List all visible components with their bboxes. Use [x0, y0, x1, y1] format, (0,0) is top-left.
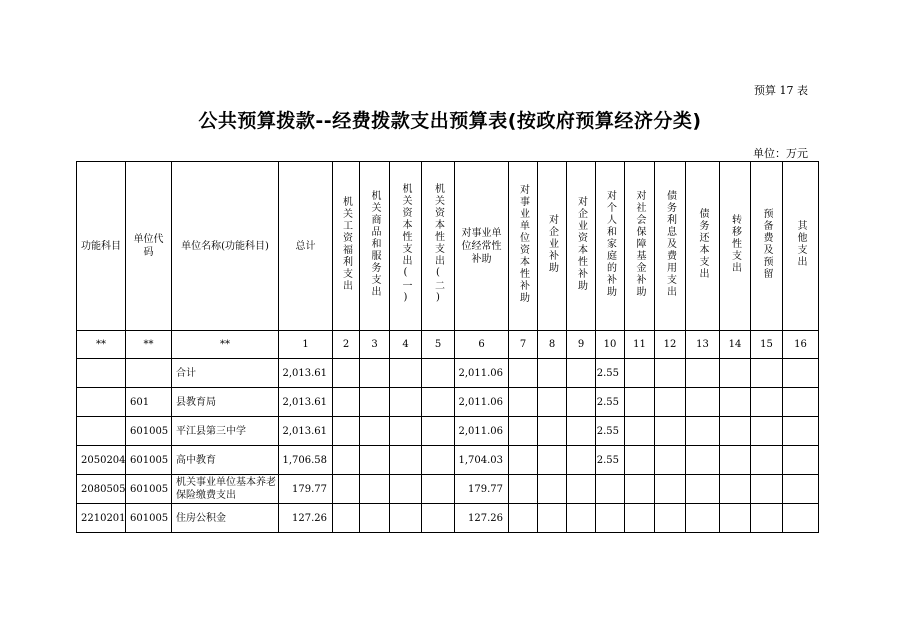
value-cell: 1,704.03 — [455, 446, 509, 475]
unit-name-cell: 合计 — [172, 359, 279, 388]
value-cell — [360, 359, 390, 388]
header-col-6: 对事业单位资本性补助 — [509, 162, 538, 331]
value-cell — [655, 417, 686, 446]
func-code-cell — [77, 417, 126, 446]
value-cell — [783, 388, 819, 417]
value-cell — [686, 388, 720, 417]
func-code-cell: 2210201 — [77, 504, 126, 533]
page-title: 公共预算拨款--经费拨款支出预算表(按政府预算经济分类) — [198, 110, 702, 132]
func-code-cell — [77, 359, 126, 388]
value-cell — [686, 359, 720, 388]
value-cell — [751, 359, 783, 388]
value-cell — [751, 417, 783, 446]
total-cell: 2,013.61 — [279, 388, 333, 417]
value-cell: 127.26 — [455, 504, 509, 533]
value-cell: 2.55 — [596, 417, 625, 446]
func-code-cell — [77, 388, 126, 417]
header-col-8: 对企业资本性补助 — [567, 162, 596, 331]
value-cell — [655, 504, 686, 533]
value-cell — [783, 417, 819, 446]
header-col-4: 机关资本性支出(二) — [422, 162, 455, 331]
table-row — [77, 417, 819, 446]
index-cell: 8 — [538, 331, 567, 359]
header-col-13: 转移性支出 — [720, 162, 751, 331]
value-cell — [751, 504, 783, 533]
value-cell — [538, 504, 567, 533]
value-cell — [538, 475, 567, 504]
value-cell — [422, 504, 455, 533]
header-col-11: 债务利息及费用支出 — [655, 162, 686, 331]
value-cell — [720, 388, 751, 417]
table-number: 预算 17 表 — [754, 84, 808, 97]
value-cell — [567, 417, 596, 446]
value-cell — [509, 359, 538, 388]
value-cell — [360, 388, 390, 417]
value-cell — [625, 388, 655, 417]
value-cell — [390, 359, 422, 388]
value-cell — [538, 446, 567, 475]
table-row — [77, 504, 819, 533]
table-row — [77, 388, 819, 417]
value-cell — [333, 359, 360, 388]
index-cell: 10 — [596, 331, 625, 359]
value-cell — [360, 417, 390, 446]
unit-code-cell: 601005 — [126, 475, 172, 504]
unit-code-cell: 601 — [126, 388, 172, 417]
value-cell — [509, 504, 538, 533]
header-func-subject: 功能科目 — [77, 162, 126, 331]
index-cell: 15 — [751, 331, 783, 359]
index-cell: ** — [126, 331, 172, 359]
index-cell: 4 — [390, 331, 422, 359]
value-cell: 2,011.06 — [455, 359, 509, 388]
index-cell: 7 — [509, 331, 538, 359]
value-cell — [625, 359, 655, 388]
table-row — [77, 475, 819, 504]
func-code-cell: 2080505 — [77, 475, 126, 504]
index-cell: 1 — [279, 331, 333, 359]
header-col-10: 对社会保障基金补助 — [625, 162, 655, 331]
value-cell — [509, 388, 538, 417]
value-cell — [567, 446, 596, 475]
value-cell — [720, 446, 751, 475]
value-cell — [333, 417, 360, 446]
value-cell — [509, 446, 538, 475]
value-cell — [625, 446, 655, 475]
value-cell — [567, 504, 596, 533]
value-cell: 2,011.06 — [455, 417, 509, 446]
value-cell — [422, 475, 455, 504]
unit-name-cell: 县教育局 — [172, 388, 279, 417]
header-col-7: 对企业补助 — [538, 162, 567, 331]
value-cell — [655, 446, 686, 475]
index-cell: 16 — [783, 331, 819, 359]
unit-label: 单位：万元 — [753, 147, 808, 160]
value-cell — [509, 417, 538, 446]
header-unit-code: 单位代码 — [126, 162, 172, 331]
value-cell — [625, 504, 655, 533]
value-cell — [720, 417, 751, 446]
value-cell — [333, 446, 360, 475]
header-row — [77, 162, 819, 331]
unit-name-cell: 平江县第三中学 — [172, 417, 279, 446]
value-cell — [720, 504, 751, 533]
value-cell — [686, 504, 720, 533]
value-cell — [720, 359, 751, 388]
value-cell — [390, 417, 422, 446]
table-row — [77, 446, 819, 475]
unit-code-cell: 601005 — [126, 446, 172, 475]
index-cell: 2 — [333, 331, 360, 359]
value-cell — [625, 475, 655, 504]
value-cell: 2.55 — [596, 388, 625, 417]
header-col-12: 债务还本支出 — [686, 162, 720, 331]
total-cell: 1,706.58 — [279, 446, 333, 475]
unit-code-cell: 601005 — [126, 417, 172, 446]
index-cell: 13 — [686, 331, 720, 359]
value-cell: 2.55 — [596, 446, 625, 475]
index-cell: 9 — [567, 331, 596, 359]
value-cell: 179.77 — [455, 475, 509, 504]
value-cell — [686, 417, 720, 446]
total-cell: 179.77 — [279, 475, 333, 504]
value-cell: 2,011.06 — [455, 388, 509, 417]
value-cell — [390, 446, 422, 475]
value-cell: 2.55 — [596, 359, 625, 388]
value-cell — [751, 388, 783, 417]
value-cell — [686, 446, 720, 475]
value-cell — [538, 417, 567, 446]
value-cell — [596, 475, 625, 504]
value-cell — [390, 388, 422, 417]
unit-name-cell: 高中教育 — [172, 446, 279, 475]
unit-code-cell: 601005 — [126, 504, 172, 533]
header-col-14: 预备费及预留 — [751, 162, 783, 331]
value-cell — [390, 504, 422, 533]
value-cell — [333, 475, 360, 504]
header-total: 总计 — [279, 162, 333, 331]
unit-name-cell: 机关事业单位基本养老保险缴费支出 — [172, 475, 279, 504]
header-col-5: 对事业单位经常性补助 — [455, 162, 509, 331]
value-cell — [360, 475, 390, 504]
index-cell: 5 — [422, 331, 455, 359]
value-cell — [751, 446, 783, 475]
value-cell — [783, 475, 819, 504]
total-cell: 2,013.61 — [279, 359, 333, 388]
unit-code-cell — [126, 359, 172, 388]
value-cell — [422, 359, 455, 388]
value-cell — [538, 388, 567, 417]
value-cell — [422, 446, 455, 475]
value-cell — [567, 359, 596, 388]
index-cell: 11 — [625, 331, 655, 359]
value-cell — [360, 446, 390, 475]
value-cell — [333, 504, 360, 533]
total-cell: 127.26 — [279, 504, 333, 533]
value-cell — [655, 359, 686, 388]
header-unit-name: 单位名称(功能科目) — [172, 162, 279, 331]
total-cell: 2,013.61 — [279, 417, 333, 446]
value-cell — [422, 388, 455, 417]
index-cell: ** — [77, 331, 126, 359]
table-row — [77, 359, 819, 388]
value-cell — [783, 504, 819, 533]
index-cell: ** — [172, 331, 279, 359]
value-cell — [509, 475, 538, 504]
value-cell — [596, 504, 625, 533]
value-cell — [422, 417, 455, 446]
budget-table — [76, 161, 819, 533]
value-cell — [625, 417, 655, 446]
header-col-1: 机关工资福利支出 — [333, 162, 360, 331]
value-cell — [686, 475, 720, 504]
value-cell — [538, 359, 567, 388]
value-cell — [655, 388, 686, 417]
value-cell — [783, 359, 819, 388]
value-cell — [720, 475, 751, 504]
index-cell: 3 — [360, 331, 390, 359]
index-cell: 12 — [655, 331, 686, 359]
value-cell — [567, 475, 596, 504]
unit-name-cell: 住房公积金 — [172, 504, 279, 533]
value-cell — [360, 504, 390, 533]
func-code-cell: 2050204 — [77, 446, 126, 475]
value-cell — [783, 446, 819, 475]
header-col-9: 对个人和家庭的补助 — [596, 162, 625, 331]
value-cell — [390, 475, 422, 504]
value-cell — [655, 475, 686, 504]
index-cell: 6 — [455, 331, 509, 359]
header-col-2: 机关商品和服务支出 — [360, 162, 390, 331]
header-col-3: 机关资本性支出(一) — [390, 162, 422, 331]
value-cell — [567, 388, 596, 417]
index-cell: 14 — [720, 331, 751, 359]
header-col-15: 其他支出 — [783, 162, 819, 331]
value-cell — [333, 388, 360, 417]
value-cell — [751, 475, 783, 504]
index-row — [77, 331, 819, 359]
